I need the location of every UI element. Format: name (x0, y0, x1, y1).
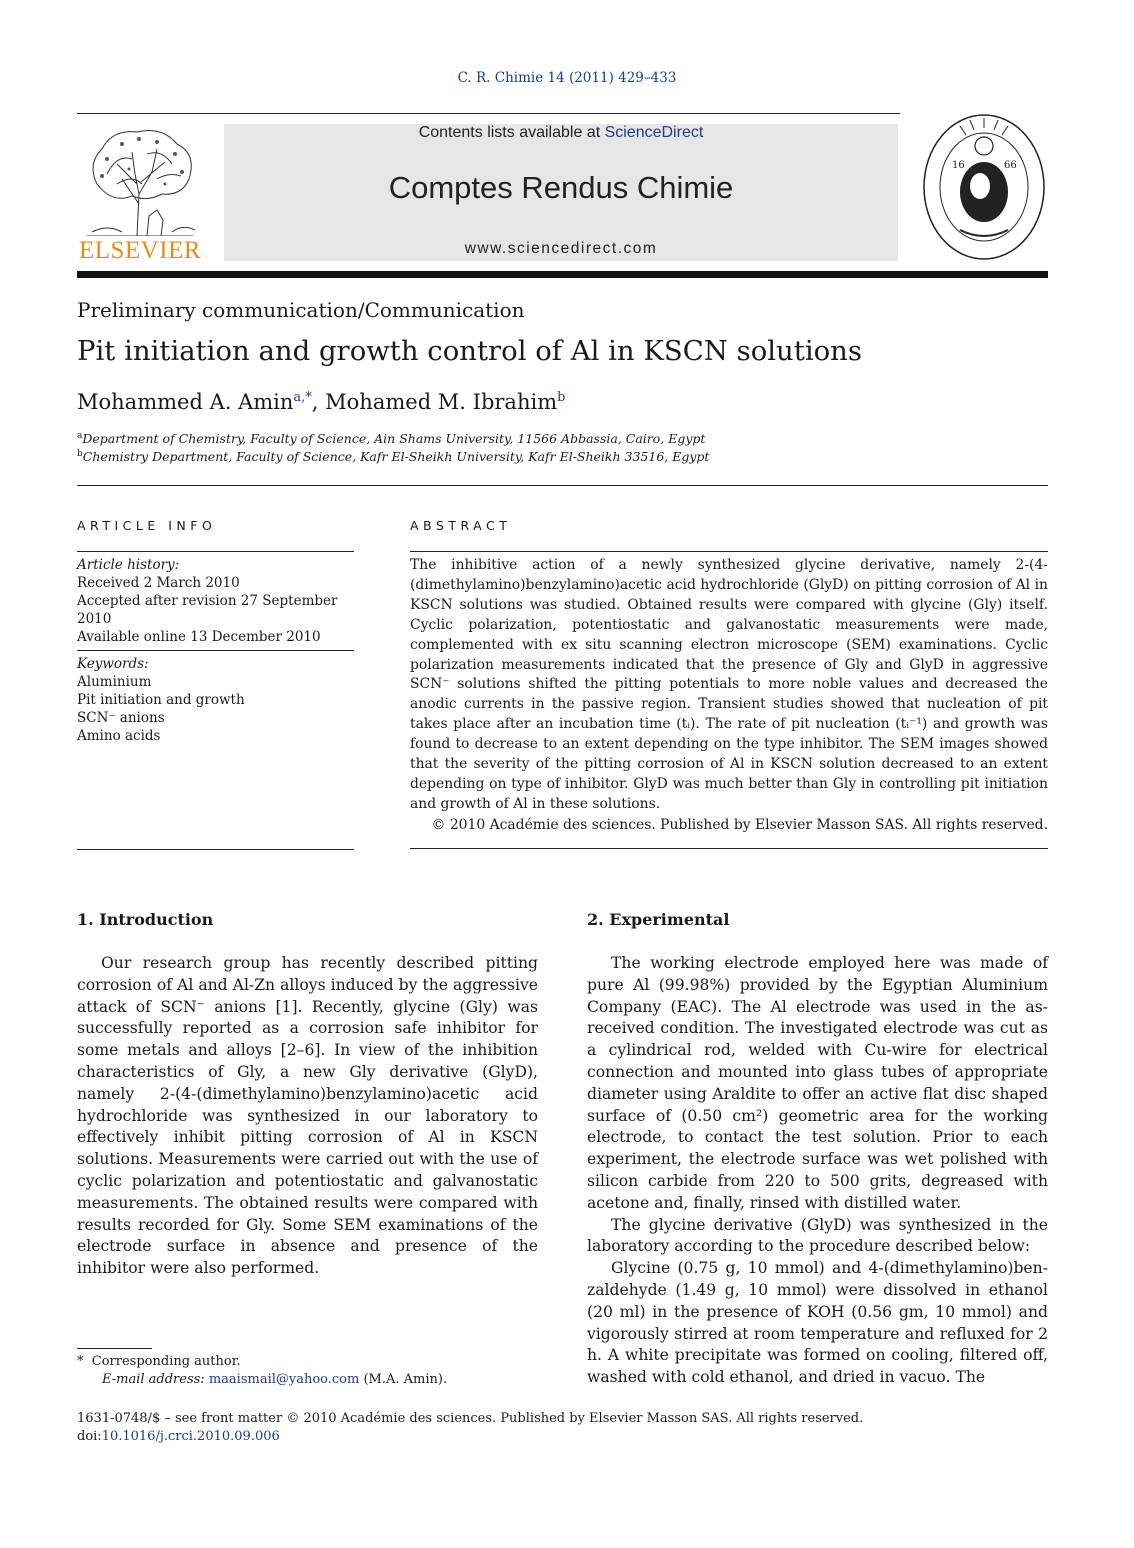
affiliation (77, 431, 705, 446)
email-label: E-mail address: (102, 1372, 205, 1387)
section-heading-introduction: 1. Introduction (77, 910, 214, 929)
section-rule (77, 485, 1048, 486)
front-matter-line: 1631-0748/$ – see front matter © 2010 Académie des sciences. Published by Elsevier Masson SAS. All rights reserved. (77, 1411, 864, 1426)
contents-prefix: Contents lists available at (418, 124, 605, 141)
keyword-item: SCN⁻ anions (77, 710, 165, 726)
body-paragraph: The working electrode employed here was made of pure Al (99.98%) provided by the Egyptian Aluminium Company (EAC). The Al electrode was used in the as-received condition. The investigated electrode was cut as a cylindrical rod, welded with Cu-wire for electrical connection and mounted into glass tubes of appropriate diameter using Araldite to offer an active flat disc shaped surface of (0.50 cm²) geometric area for the working electrode, to contact the test solution. Prior to each experiment, the electrode surface was wet polished with silicon carbide from 220 to 500 grits, degreased with acetone and, finally, rinsed with distilled water. (587, 954, 1048, 1212)
info-rule (77, 551, 354, 552)
article-info-heading: ARTICLE INFO (77, 518, 217, 533)
corresponding-label: Corresponding author. (91, 1354, 241, 1369)
elsevier-wordmark: ELSEVIER (78, 237, 202, 264)
academie-seal-emblem (918, 110, 1050, 264)
author-affiliation-mark[interactable]: b (557, 390, 566, 405)
body-paragraph: Glycine (0.75 g, 10 mmol) and 4-(dimethylamino)benzaldehyde (1.49 g, 10 mmol) were dissolved in ethanol (20 ml) in the presence of KOH (0.56 gm, 10 mmol) and vigorously stirred at room temperature and refluxed for 2 h. A white precipitate was formed on cooling, filtered off, washed with cold ethanol, and dried in vacuo. The (587, 1259, 1048, 1387)
keywords-block (77, 655, 357, 745)
section-heading-experimental: 2. Experimental (587, 910, 730, 929)
author-affiliation-mark[interactable]: a,* (293, 390, 312, 405)
article-history (77, 556, 357, 646)
abstract-text: The inhibitive action of a newly synthesized glycine derivative, namely 2-(4-(dimethylamino)benzylamino)acetic acid hydrochloride (GlyD) on pitting corrosion of Al in KSCN solutions was studied. Obtained results were compared with glycine (Gly) itself. Cyclic polarization, potentiostatic and galvanostatic measurements were made, complemented with ex situ scanning electron microscope (SEM) examinations. Cyclic polarization measurements indicated that the presence of Gly and GlyD in aggressive SCN⁻ solutions shifted the pitting potentials to more noble values and decreased the anodic currents in the passive region. Transient studies showed that nucleation of pit takes place after an incubation time (tᵢ). The rate of pit nucleation (tᵢ⁻¹) and growth was found to decrease to an extent depending on the type inhibitor. The SEM images showed that the severity of the pitting corrosion of Al in KSCN solution decreased to an extent depending on type of inhibitor. GlyD was much better than Gly in controlling pit initiation and growth of Al in these solutions. (410, 557, 1048, 812)
header-rule (77, 113, 900, 114)
article-title: Pit initiation and growth control of Al in KSCN solutions (77, 335, 862, 367)
author-name[interactable]: Mohamed M. Ibrahim (325, 390, 558, 414)
header-thick-rule (77, 271, 1048, 278)
article-type: Preliminary communication/Communication (77, 298, 525, 322)
history-received: Received 2 March 2010 (77, 575, 240, 591)
keyword-item: Aluminium (77, 674, 152, 690)
info-rule (77, 849, 354, 850)
history-label: Article history: (77, 557, 180, 573)
footnote-rule (77, 1348, 152, 1349)
seal-year-left: 16 (952, 160, 965, 171)
keyword-item: Amino acids (77, 728, 161, 744)
contents-availability (224, 124, 898, 142)
affiliation (77, 449, 709, 464)
author-name[interactable]: Mohammed A. Amin (77, 390, 294, 414)
doi-link[interactable]: 10.1016/j.crci.2010.09.006 (101, 1429, 280, 1444)
keyword-item: Pit initiation and growth (77, 692, 245, 708)
email-line (77, 1371, 537, 1389)
info-rule (77, 650, 354, 651)
front-matter (77, 1410, 863, 1446)
abstract-rule (410, 848, 1048, 849)
affiliation-text: Chemistry Department, Faculty of Science, Kafr El-Sheikh University, Kafr El-Sheikh 33516, Egypt (82, 449, 710, 465)
corresponding-author-note (77, 1353, 537, 1371)
sciencedirect-link[interactable]: ScienceDirect (604, 124, 704, 141)
abstract-heading: ABSTRACT (410, 518, 512, 533)
introduction-column (77, 953, 538, 1280)
affiliation-mark: b (77, 449, 83, 459)
body-paragraph: The glycine derivative (GlyD) was synthesized in the laboratory according to the procedure described below: (587, 1215, 1048, 1256)
journal-citation-link[interactable]: C. R. Chimie 14 (2011) 429–433 (457, 70, 677, 86)
history-accepted: Accepted after revision 27 September 2010 (77, 593, 338, 627)
affiliation-mark: a (77, 431, 83, 441)
doi-prefix: doi: (77, 1429, 102, 1444)
email-suffix: (M.A. Amin). (363, 1372, 448, 1387)
abstract-copyright: © 2010 Académie des sciences. Published by Elsevier Masson SAS. All rights reserved. (431, 817, 1048, 833)
history-online: Available online 13 December 2010 (77, 629, 321, 645)
doi-line (77, 1428, 863, 1446)
seal-year-right: 66 (1004, 160, 1017, 171)
journal-name: Comptes Rendus Chimie (388, 170, 734, 205)
footnote-mark: * (77, 1354, 84, 1369)
affiliation-text: Department of Chemistry, Faculty of Science, Ain Shams University, 11566 Abbassia, Cairo, Egypt (82, 431, 706, 447)
abstract-rule (410, 551, 1048, 552)
email-link[interactable]: maaismail@yahoo.com (208, 1372, 360, 1387)
keywords-label: Keywords: (77, 656, 149, 672)
journal-url-link[interactable]: www.sciencedirect.com (464, 240, 658, 257)
author-list (77, 390, 565, 414)
body-paragraph: Our research group has recently described pitting corrosion of Al and Al-Zn alloys induced by the aggressive attack of SCN⁻ anions [1]. Recently, glycine (Gly) was successfully reported as a corrosion safe inhibitor for some metals and alloys [2–6]. In view of the inhibition characteristics of Gly, a new Gly derivative (GlyD), namely 2-(4-(dimethylamino)benzylamino)acetic acid hydrochloride was synthesized in our laboratory to effectively inhibit pitting corrosion of Al in KSCN solutions. Measurements were carried out with the use of cyclic polarization and potentiostatic and galvanostatic measurements. The obtained results were compared with results recorded for Gly. Some SEM examinations of the electrode surface in absence and presence of the inhibitor were also performed. (77, 954, 538, 1278)
author-separator: , (311, 390, 326, 414)
footnote (77, 1353, 537, 1389)
experimental-column (587, 953, 1048, 1389)
